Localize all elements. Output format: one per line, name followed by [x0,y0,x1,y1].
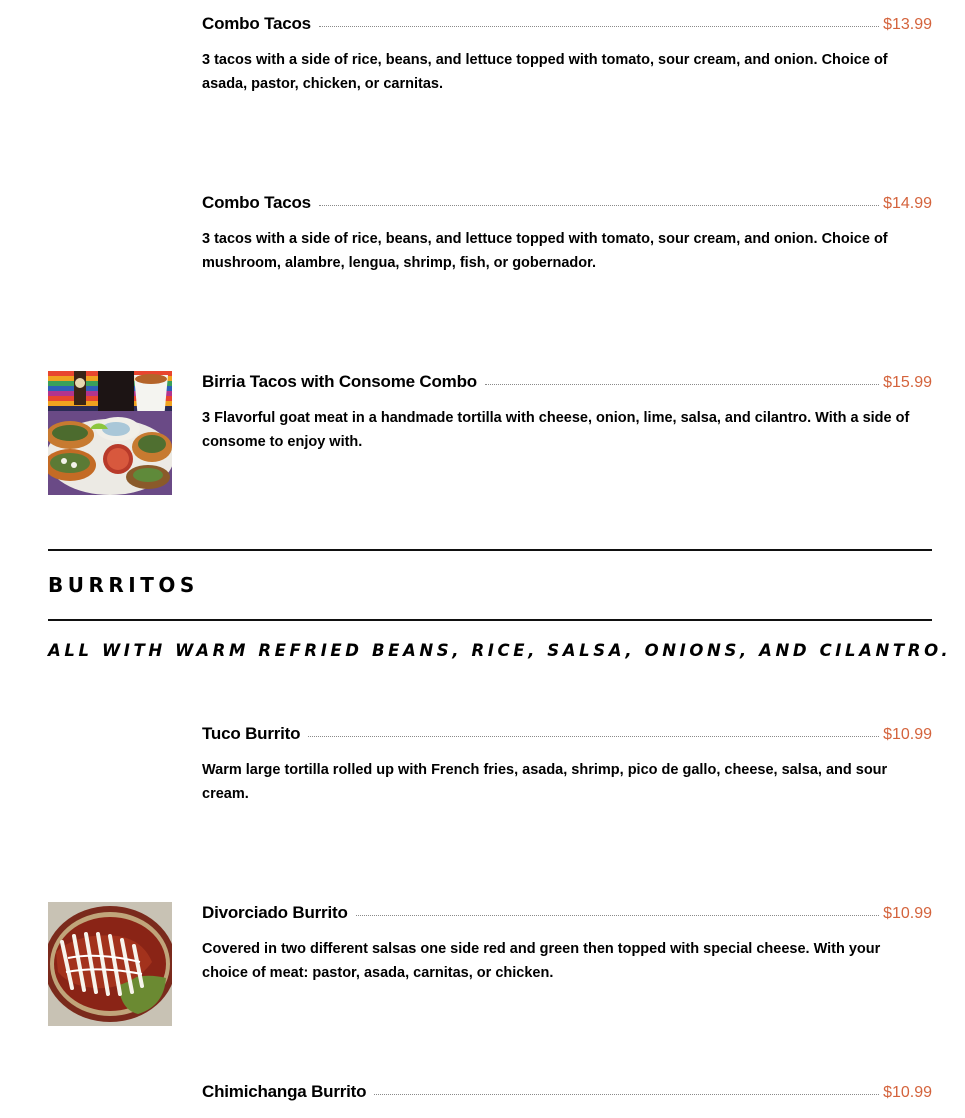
menu-item-body [202,14,932,96]
menu-item-body [202,1082,932,1104]
menu-item-description: 3 tacos with a side of rice, beans, and lettuce topped with tomato, sour cream, and onion. Choice of mushroom, alambre, lengua, shrimp, fish, or gobernador. [202,231,888,271]
menu-item-name: Chimichanga Burrito [202,1082,367,1101]
section-subtitle: ALL WITH WARM REFRIED BEANS, RICE, SALSA, ONIONS, AND CILANTRO. [48,641,952,660]
dot-leader [308,736,879,737]
menu-item-name: Divorciado Burrito [202,903,348,922]
menu-item-description: 3 Flavorful goat meat in a handmade tortilla with cheese, onion, lime, salsa, and cilantro. With a side of consome to enjoy with. [202,410,910,450]
menu-item-header [202,1082,932,1104]
menu-item-body [202,724,932,806]
menu-item-body [202,372,932,454]
section-divider-bottom [48,619,932,621]
divorciado-burrito-photo[interactable] [48,902,172,1026]
menu-item-description: Covered in two different salsas one side red and green then topped with special cheese. With your choice of meat: pastor, asada, carnitas, or chicken. [202,941,881,981]
menu-item-name: Combo Tacos [202,193,311,212]
menu-item-body [202,193,932,275]
menu-item-description: Warm large tortilla rolled up with French fries, asada, shrimp, pico de gallo, cheese, salsa, and sour cream. [202,762,888,802]
dot-leader [485,384,879,385]
menu-item-header [202,372,932,394]
menu-item-body [202,903,932,985]
menu-item-header [202,193,932,215]
section-title: BURRITOS [48,573,199,597]
birria-tacos-photo[interactable] [48,371,172,495]
section-divider-top [48,549,932,551]
dot-leader [319,205,879,206]
menu-item-price: $13.99 [883,16,932,33]
menu-item-price: $10.99 [883,726,932,743]
menu-item-description: 3 tacos with a side of rice, beans, and lettuce topped with tomato, sour cream, and onion. Choice of asada, pastor, chicken, or carnitas. [202,52,888,92]
menu-item-price: $10.99 [883,1084,932,1101]
menu-item-price: $14.99 [883,195,932,212]
dot-leader [356,915,879,916]
dot-leader [319,26,879,27]
menu-item-price: $15.99 [883,374,932,391]
menu-item-header [202,14,932,36]
menu-item-price: $10.99 [883,905,932,922]
menu-item-header [202,724,932,746]
menu-item-header [202,903,932,925]
menu-item-name: Birria Tacos with Consome Combo [202,372,477,391]
menu-item-name: Tuco Burrito [202,724,301,743]
dot-leader [374,1094,879,1095]
menu-item-name: Combo Tacos [202,14,311,33]
